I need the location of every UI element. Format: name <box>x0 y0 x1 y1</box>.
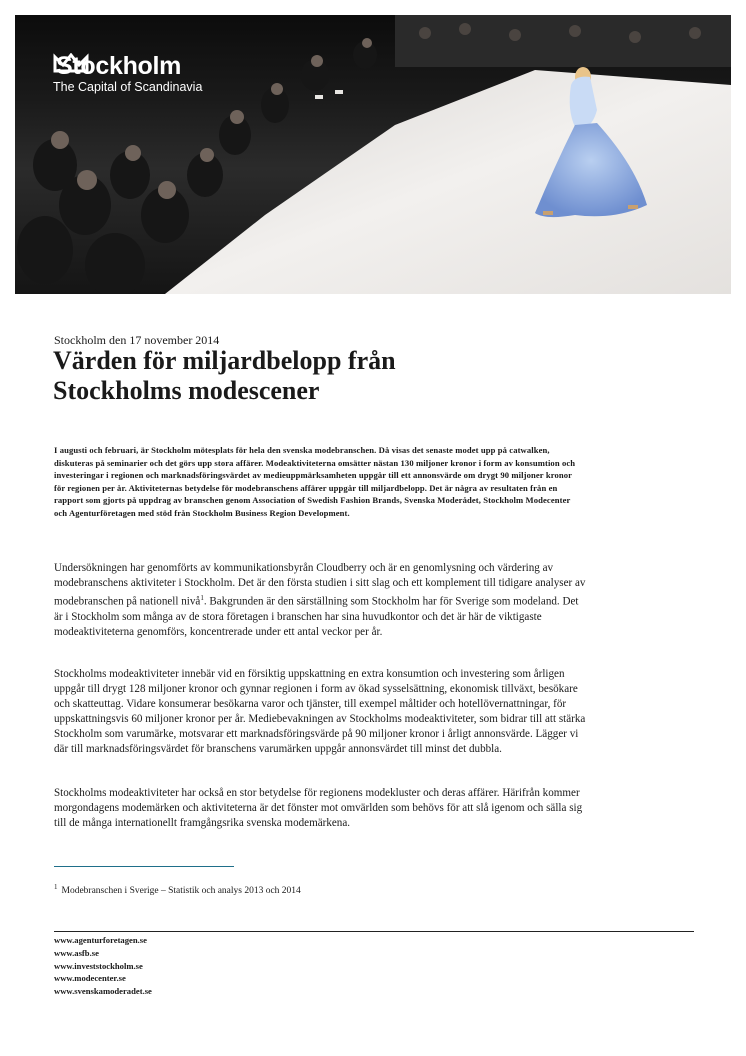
lead-paragraph: I augusti och februari, är Stockholm mötesplats för hela den svenska modebranschen. Då visas det senaste modet upp på catwalken, diskuteras på seminarier och det görs upp stora affärer. Modeaktiviteterna omsätter nästan 130 miljoner kronor i form av konsumtion och investeringar i regionen och marknadsföringsvärdet av medieuppmärksamheten uppgår till ett annonsvärde om drygt 90 miljoner kronor för regionen per år. Aktiviteternas betydelse för modebranschens affärer uppgår till miljardbelopp. Det är några av resultaten från en rapport som gjorts på uppdrag av branschen genom Association of Swedish Fashion Brands, Svenska Moderådet, Stockholm Modecenter och Agenturföretagen med stöd från Stockholm Business Region Development. <box>54 445 576 518</box>
footer-links <box>54 934 152 998</box>
footer-link-modecenter[interactable]: www.modecenter.se <box>54 973 126 984</box>
p1-text-before: Undersökningen har genomförts av kommunikationsbyrån Cloudberry och är en genomlysning och värdering av modebranschens aktiviteter i Stockholm. Det är den första studien i sitt slag och ett komplement till tidigare analyser av modebranschen på nationell nivå <box>54 562 586 608</box>
title-line-2: Stockholms modescener <box>53 376 320 405</box>
footnote-ref: 1 <box>200 594 204 603</box>
logo-tagline: The Capital of Scandinavia <box>53 80 203 94</box>
stockholm-logo <box>53 53 202 94</box>
footnote-text: Modebranschen i Sverige – Statistik och analys 2013 och 2014 <box>61 886 301 897</box>
body-paragraph-1 <box>54 561 586 640</box>
dateline: Stockholm den 17 november 2014 <box>54 333 220 347</box>
footer-link-investstockholm[interactable]: www.investstockholm.se <box>54 960 143 971</box>
footer-link-svenskamoderadet[interactable]: www.svenskamoderadet.se <box>54 986 152 997</box>
body-paragraph-2: Stockholms modeaktiviteter innebär vid en försiktig uppskattning en extra konsumtion och investering som årligen uppgår till drygt 128 miljoner kronor och gynnar regionen i form av ökad sysselsättning, ekonomisk tillväxt, besökare och skatteuttag. Vidare konsumerar besökarna varor och tjänster, till exempel måltider och hotellövernattningar, för uppskattningsvis 60 miljoner kronor per år. Mediebevakningen av Stockholms modeaktiviteter, som bidrar till att stärka Stockholm som varumärke, motsvarar ett marknadsföringsvärde på 90 miljoner kronor i årligt annonsvärde. Lägger vi där till marknadsföringsvärdet för branschens varumärken uppgår annonsvärdet till minst det dubbla. <box>54 668 586 756</box>
footnote <box>54 880 301 898</box>
body-paragraph-3: Stockholms modeaktiviteter har också en stor betydelse för regionens modekluster och deras affärer. Härifrån kommer morgondagens modemärken och aktiviteterna är det fönster mot omvärlden som behövs för att slå igenom och sälla sig till de många internationellt framgångsrika svenska modemärkena. <box>54 787 583 830</box>
crown-icon <box>53 53 89 73</box>
hero-photo <box>15 15 731 294</box>
footer-link-asfb[interactable]: www.asfb.se <box>54 947 99 958</box>
title-line-1: Värden för miljardbelopp från <box>53 346 396 375</box>
footnote-number: 1 <box>54 883 58 891</box>
footer-link-agenturforetagen[interactable]: www.agenturforetagen.se <box>54 935 147 945</box>
article-title <box>53 346 613 406</box>
p1-text-after: . Bakgrunden är den särställning som Stockholm har för Sverige som modeland. Det är i Stockholm som många av de stora företagen i branschen har sina huvudkontor och det är här de viktigaste modeaktiviteterna genomförs, koncentrerade under ett antal veckor per år. <box>54 595 579 639</box>
footer-divider <box>54 931 694 932</box>
logo-name: Stockholm <box>56 52 182 80</box>
footnote-divider <box>54 866 234 867</box>
